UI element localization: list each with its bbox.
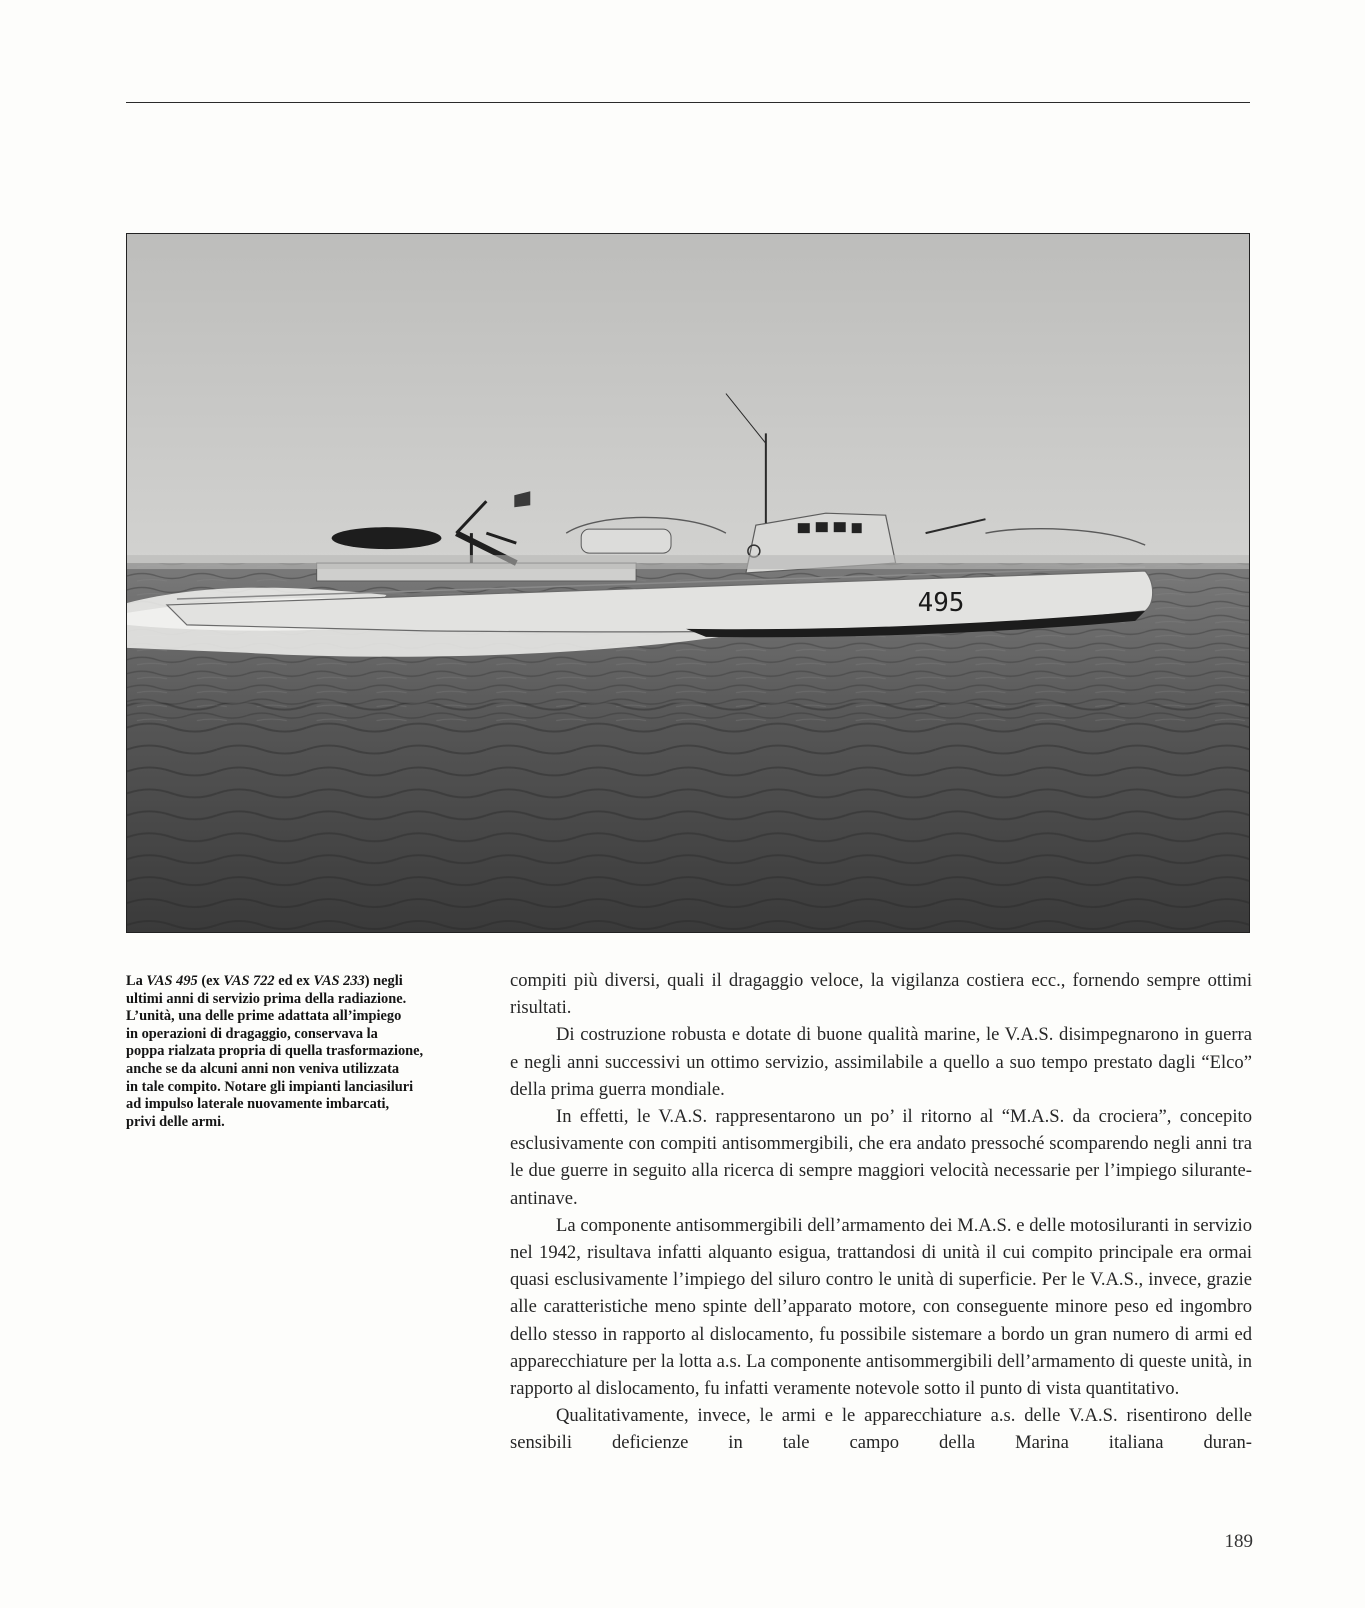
caption-line: in tale compito. Notare gli impianti lanciasiluri <box>126 1078 414 1095</box>
body-paragraph: In effetti, le V.A.S. rappresentarono un po’ il ritorno al “M.A.S. da crociera”, concepito esclusivamente con compiti antisommergibili, che era andato pressoché scomparendo negli anni tra le due guerre in seguito alla ricerca di sempre maggiori velocità necessarie per l’impiego silurante-antinave. <box>510 1106 1252 1209</box>
caption-line: ultimi anni di servizio prima della radiazione. <box>126 990 407 1007</box>
boat-photo-illustration <box>127 234 1249 932</box>
caption-line: anche se da alcuni anni non veniva utilizzata <box>126 1060 400 1077</box>
caption-vessel-name: VAS 722 <box>223 973 275 989</box>
caption-vessel-name: VAS 233 <box>313 973 365 989</box>
sky <box>127 234 1249 563</box>
vas-495-photo <box>126 233 1250 933</box>
header-rule <box>126 102 1250 103</box>
body-paragraph: compiti più diversi, quali il dragaggio veloce, la vigilanza costiera ecc., fornendo sempre ottimi risultati. <box>510 970 1252 1019</box>
caption-line: La VAS 495 (ex VAS 722 ed ex VAS 233) negli <box>126 973 403 989</box>
body-paragraph: Qualitativamente, invece, le armi e le apparecchiature a.s. delle V.A.S. risentirono delle sensibili deficienze in tale campo della Marina italiana duran- <box>510 1405 1252 1454</box>
caption-vessel-name: VAS 495 <box>146 973 198 989</box>
caption-line: ad impulso laterale nuovamente imbarcati, <box>126 1096 390 1113</box>
body-text <box>510 967 1252 1457</box>
body-paragraph: La componente antisommergibili dell’armamento dei M.A.S. e delle motosiluranti in servizio nel 1942, risultava infatti alquanto esigua, trattandosi di unità il cui compito principale era ormai quasi esclusivamente l’impiego del siluro contro le unità di superficie. Per le V.A.S., invece, grazie alle caratteristiche meno spinte dell’apparato motore, con conseguente minore peso ed ingombro dello stesso in rapporto al dislocamento, fu possibile sistemare a bordo un gran numero di armi ed apparecchiature per la lotta a.s. La componente antisommergibili dell’armamento di queste unità, in rapporto al dislocamento, fu infatti veramente notevole sotto il punto di vista quantitativo. <box>510 1214 1252 1400</box>
hull-number: 495 <box>917 587 965 618</box>
caption-line: L’unità, una delle prime adattata all’impiego <box>126 1008 402 1025</box>
caption-line: in operazioni di dragaggio, conservava la <box>126 1025 378 1042</box>
body-paragraph: Di costruzione robusta e dotate di buone qualità marine, le V.A.S. disimpegnarono in guerra e negli anni successivi un ottimo servizio, assimilabile a quello a suo tempo prestato dagli “Elco” della prima guerra mondiale. <box>510 1024 1252 1100</box>
photo-caption <box>126 973 471 1131</box>
page-number: 189 <box>1224 1531 1253 1552</box>
caption-line: poppa rialzata propria di quella trasformazione, <box>126 1043 424 1060</box>
caption-line: privi delle armi. <box>126 1113 225 1130</box>
dinghy <box>332 527 442 549</box>
